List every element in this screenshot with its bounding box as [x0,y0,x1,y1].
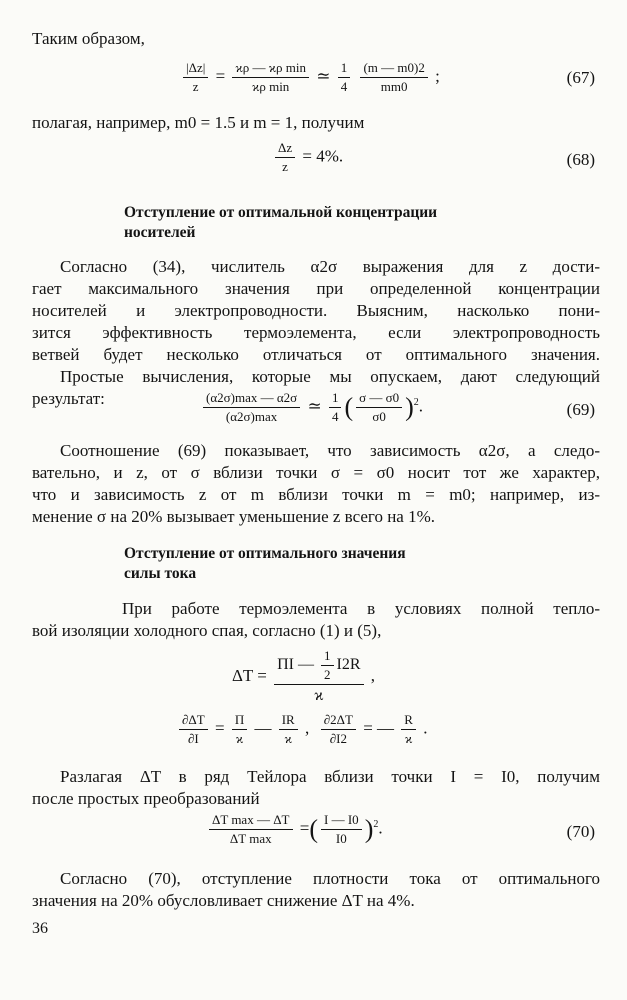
deriv-r-num: R [401,712,416,730]
eq70-number: (70) [566,822,595,841]
eq67-lhs-den: z [192,79,199,94]
eq67-rhs-den: mm0 [380,79,408,94]
s1-para2-line: результат: [32,389,105,408]
eq70-inner-num: I — I0 [321,812,362,830]
s1-para1-line: носителей и электропроводности. Выясним, насколько пони- [32,301,600,320]
example-line: полагая, например, m0 = 1.5 и m = 1, получим [32,113,365,132]
s2-para3-line: значения на 20% обусловливает снижение ΔT на 4%. [32,891,415,910]
s2-para1-line: вой изоляции холодного спая, согласно (1) и (5), [32,621,382,640]
s1-para2-line: Простые вычисления, которые мы опускаем, дают следующий [60,367,600,386]
eq69-quarter-den: 4 [331,409,339,424]
deriv-p-num: Π [232,712,247,730]
eq69-inner-den: σ0 [372,409,386,424]
equation-derivatives [176,712,427,747]
eq67-lhs-num: |Δz| [183,60,208,78]
deriv-ir-den: ϰ [284,731,292,746]
section1-title-line2: носителей [124,224,196,241]
deriv2-den: ∂I2 [329,731,347,746]
eq67-mid-den: ϰρ min [252,79,290,94]
eqdt-half-num: 1 [321,648,334,666]
eqdt-tail: , [370,665,375,685]
deriv-minus: — [254,718,272,738]
s1-para3-line: Соотношение (69) показывает, что зависимость α2σ, а следо- [60,441,600,460]
eq68-lhs-num: Δz [275,140,295,158]
eq68-number: (68) [566,150,595,169]
eq70-inner-den: I0 [335,831,347,846]
s1-para1-line: гает максимального значения при определенной концентрации [32,279,600,298]
s2-para1-line: При работе термоэлемента в условиях полной тепло- [122,599,600,618]
eq67-rhs-num: (m — m0)2 [360,60,427,78]
deriv-sep: , [304,718,310,738]
deriv-ir-num: IR [279,712,298,730]
eq70-lhs-num: ΔT max — ΔT [209,812,293,830]
deriv1-num: ∂ΔT [179,712,208,730]
section1-title-line1: Отступление от оптимальной концентрации [124,204,438,221]
s1-para1-line: зится эффективность термоэлемента, если электропроводность [32,323,600,342]
eq67-number: (67) [566,68,595,87]
deriv-eq2: = — [363,718,395,738]
section2-title-line1: Отступление от оптимального значения [124,545,406,562]
eqdt-num-b: I2R [336,656,361,674]
eq69-number: (69) [566,400,595,419]
s1-para1-line: ветвей будет несколько отличаться от оптимального значения. [32,345,600,364]
equation-68 [272,140,343,175]
eqdt-half-den: 2 [324,667,331,682]
eqdt-num-a: ΠI — [277,656,314,674]
eq69-quarter-num: 1 [329,390,342,408]
deriv-end: . [423,718,428,738]
s1-para3-line: что и зависимость z от m вблизи точки m = m0; например, из- [32,485,600,504]
eq68-rhs: = 4%. [302,146,344,166]
s1-para3-line: вательно, и z, от σ вблизи точки σ = σ0 носит тот же характер, [32,463,600,482]
eq69-lhs-den: (α2σ)max [225,409,278,424]
s1-para1-line: Согласно (34), числитель α2σ выражения для z дости- [60,257,600,276]
intro-text: Таким образом, [32,29,145,48]
s2-para2-line: после простых преобразований [32,789,260,808]
equation-70: $\frac{\text{ΔT max — ΔT}}{\text{ΔT max}}$ =( $\frac{I — I0}{I0}$ )$^2$. [206,812,383,847]
eqdt-lhs: ΔT = [232,665,267,685]
eqdt-den: ϰ [314,687,324,704]
equation-67: $\frac{|\Delta z|}{z}$ = $\frac{\text{ϰρ — ϰρ min}}{\text{ϰρ min}}$ ≃ $\frac{1}{4}$ $\frac{(m — m0)2}{mm0}$ ; [180,60,440,95]
eq68-lhs-den: z [282,159,288,174]
section2-title-line2: силы тока [124,565,197,582]
eq69-inner-num: σ — σ0 [356,390,402,408]
eq67-mid-num: ϰρ — ϰρ min [232,60,309,78]
s2-para3-line: Согласно (70), отступление плотности тока от оптимального [60,869,600,888]
page-number: 36 [32,920,48,937]
deriv-p-den: ϰ [235,731,244,746]
deriv-eq1: = [214,718,225,738]
eq70-lhs-den: ΔT max [229,831,272,846]
deriv2-num: ∂2ΔT [321,712,356,730]
deriv1-den: ∂I [187,731,199,746]
eq69-lhs-num: (α2σ)max — α2σ [203,390,300,408]
equation-69: $\frac{(\alpha 2\sigma)\max — \alpha 2\sigma}{(\alpha 2\sigma)\max}$ ≃ $\frac{1}{4}$ ( $\frac{\sigma — \sigma 0}{\sigma 0}$ )$^2$. [200,390,423,425]
deriv-r-den: ϰ [404,731,413,746]
s1-para3-line: менение σ на 20% вызывает уменьшение z всего на 1%. [32,507,435,526]
s2-para2-line: Разлагая ΔT в ряд Тейлора вблизи точки I = I0, получим [60,767,600,786]
equation-delta-t [232,648,375,706]
